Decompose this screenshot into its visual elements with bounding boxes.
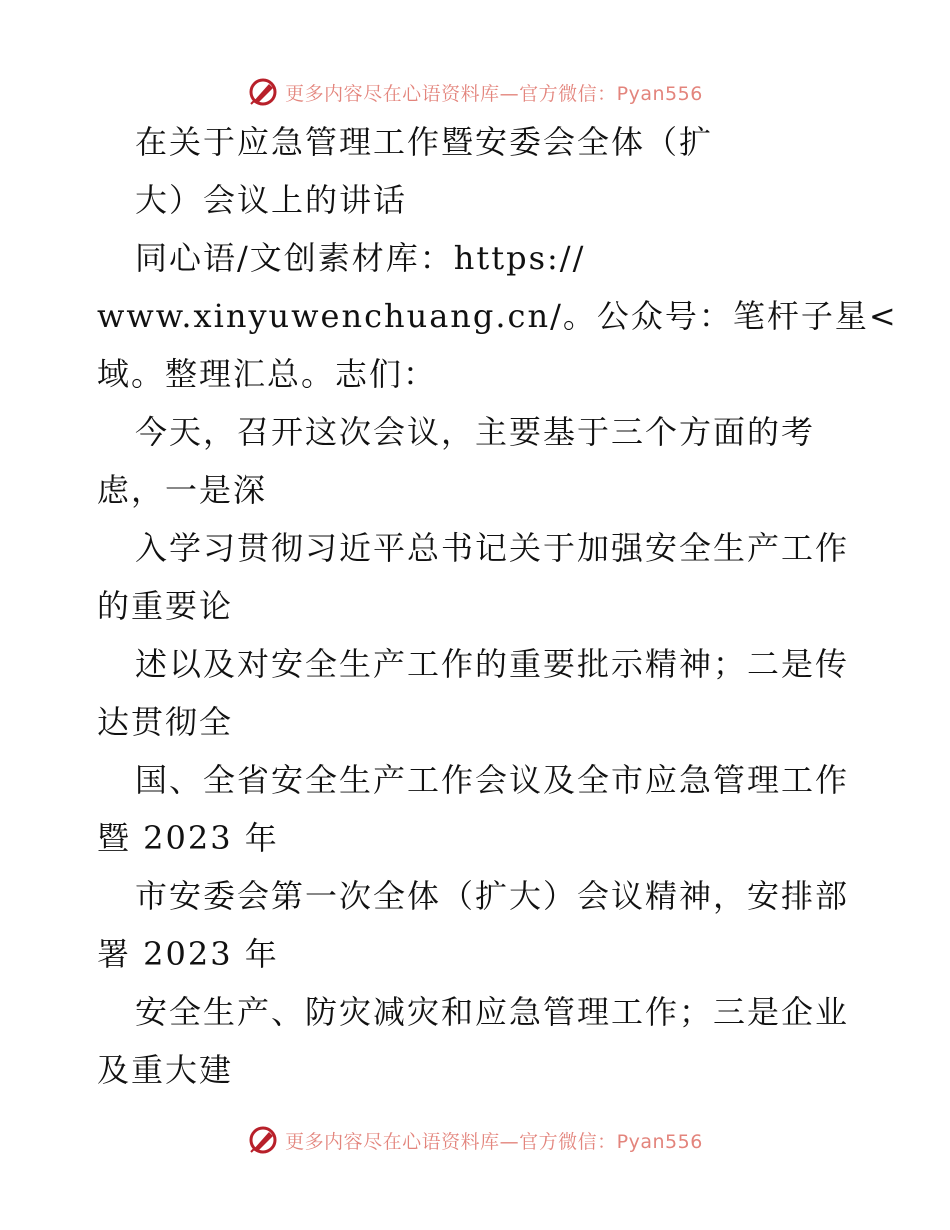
body-line: 暨 2023 年 [97,819,279,857]
body-line: 安全生产、防灾减灾和应急管理工作；三是企业 [135,993,850,1031]
pen-logo-icon [247,76,279,108]
footer-banner [0,1120,950,1160]
body-line: 虑，一是深 [97,471,268,509]
body-line: 署 2023 年 [97,935,279,973]
body-line: 达贯彻全 [97,703,234,741]
header-banner [0,72,950,112]
title-line-2: 大）会议上的讲话 [135,181,408,219]
body-line: 同心语/文创素材库：https:// [135,239,586,277]
body-line: 述以及对安全生产工作的重要批示精神；二是传 [135,645,850,683]
body-line: 国、全省安全生产工作会议及全市应急管理工作 [135,761,850,799]
header-banner-text: 更多内容尽在心语资料库—官方微信：Pyan556 [285,82,703,105]
body-line: 及重大建 [97,1051,234,1089]
body-line: 今天，召开这次会议，主要基于三个方面的考 [135,413,816,451]
pen-logo-icon [247,1124,279,1156]
title-line-1: 在关于应急管理工作暨安委会全体（扩 [135,123,714,161]
body-line: www.xinyuwenchuang.cn/。公众号：笔杆子星< [97,297,898,335]
body-line: 域。整理汇总。志们： [97,355,438,393]
body-line: 的重要论 [97,587,234,625]
footer-banner-text: 更多内容尽在心语资料库—官方微信：Pyan556 [285,1130,703,1153]
body-line: 市安委会第一次全体（扩大）会议精神，安排部 [135,877,850,915]
body-line: 入学习贯彻习近平总书记关于加强安全生产工作 [135,529,850,567]
